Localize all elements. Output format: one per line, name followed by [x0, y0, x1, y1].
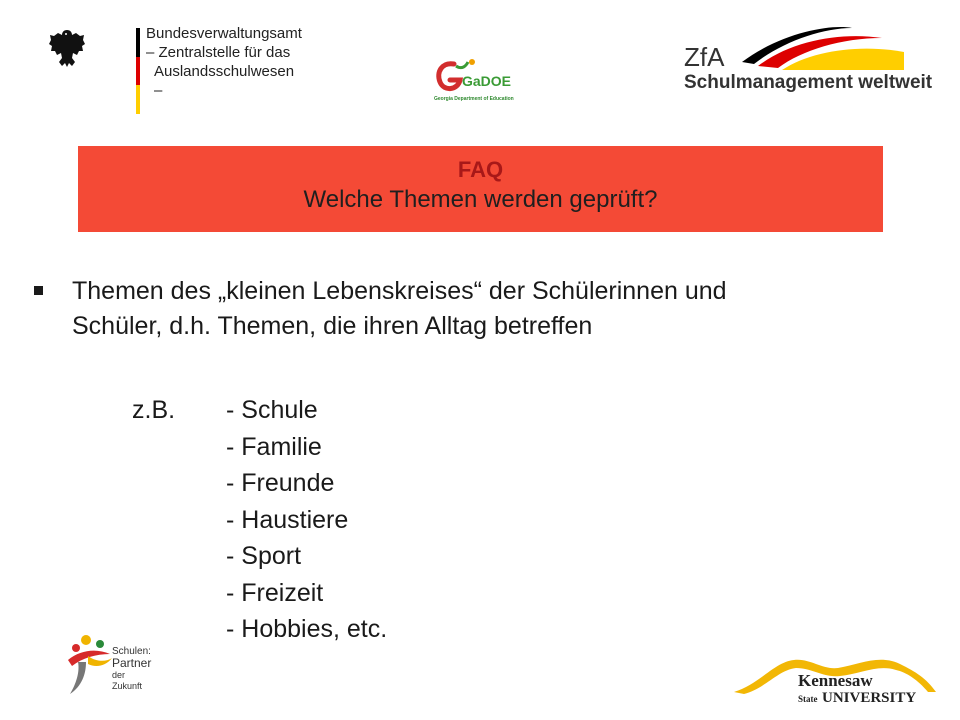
topic-item-freizeit: - Freizeit: [226, 578, 324, 607]
gadoe-figure-head: [469, 59, 475, 65]
bva-line-2: – Zentralstelle für das: [146, 44, 291, 61]
bullet-line-2: Schüler, d.h. Themen, die ihren Alltag betreffen: [72, 312, 593, 340]
flag-stripe-red: [136, 57, 140, 86]
examples-lead: z.B.: [132, 396, 176, 424]
topic-item-familie: - Familie: [226, 432, 322, 461]
partner-line-2: Partner: [112, 656, 152, 670]
banner-title: FAQ: [457, 157, 504, 182]
bullet-line-1: Themen des „kleinen Lebenskreises“ der Schülerinnen und: [72, 277, 727, 305]
kennesaw-state-logo: [730, 648, 940, 708]
topic-item-sport: - Sport: [226, 542, 302, 570]
topic-item-hobbies: - Hobbies, etc.: [226, 615, 388, 643]
bva-line-3: Auslandsschulwesen –: [154, 63, 295, 99]
ksu-name-line-2: UNIVERSITY: [822, 690, 917, 706]
zfa-logo: [682, 22, 933, 102]
partner-text: [112, 646, 156, 692]
square-bullet-icon: [34, 286, 43, 295]
kennesaw-mountain-logo: [730, 648, 940, 708]
partner-line-1: Schulen:: [112, 646, 151, 657]
eagle-icon: [48, 26, 86, 70]
flag-stripe-black: [136, 28, 140, 57]
zfa-title: ZfA: [684, 42, 725, 72]
topic-item-schule: - Schule: [226, 396, 318, 424]
gadoe-mark: [432, 56, 532, 96]
bullet-item: [34, 274, 934, 344]
ksu-name-line-1: Kennesaw: [798, 671, 873, 690]
flag-stripe-gold: [136, 85, 140, 114]
bva-text: [146, 24, 302, 100]
partner-line-3: der Zukunft: [112, 670, 143, 691]
gadoe-leaf: [456, 62, 468, 68]
gadoe-name: GaDOE: [462, 73, 512, 89]
topic-item-freunde: - Freunde: [226, 469, 335, 497]
gadoe-subtitle: Georgia Department of Education: [434, 96, 514, 102]
faq-banner: [78, 146, 883, 232]
bva-line-1: Bundesverwaltungsamt: [146, 25, 302, 42]
topic-item-haustiere: - Haustiere: [226, 505, 349, 534]
bundesverwaltungsamt-logo: [44, 22, 302, 114]
gadoe-logo: [432, 56, 532, 108]
banner-subtitle: Welche Themen werden geprüft?: [303, 186, 658, 213]
pasch-partner-logo: [66, 632, 156, 700]
german-flag-bar: [136, 28, 140, 114]
zfa-subtitle: Schulmanagement weltweit: [684, 72, 933, 93]
partner-figures-icon: [66, 632, 114, 698]
topic-list: [226, 392, 387, 648]
ksu-state-text: State: [798, 694, 818, 704]
